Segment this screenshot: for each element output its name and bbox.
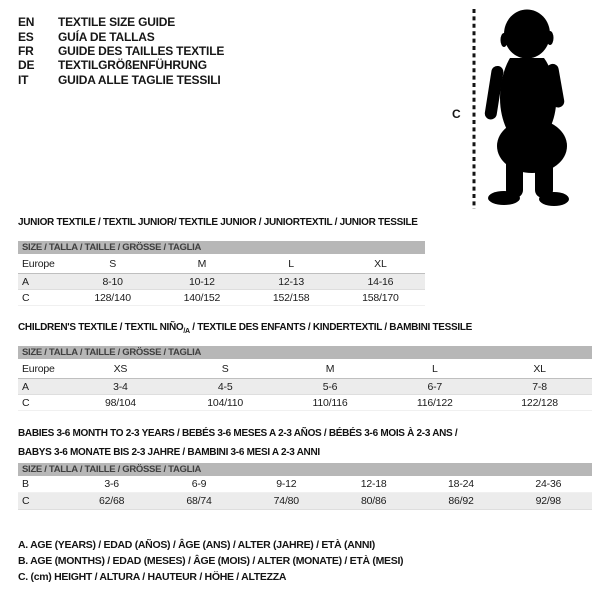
table-cell: 6-9 [191, 478, 207, 490]
language-label: GUIDE DES TAILLES TEXTILE [58, 43, 225, 58]
table-title-junior: JUNIOR TEXTILE / TEXTIL JUNIOR/ TEXTILE JUNIOR / JUNIORTEXTIL / JUNIOR TESSILE [18, 217, 418, 228]
legend-line-c: C. (cm) HEIGHT / ALTURA / HAUTEUR / HÖHE / ALTEZZA [18, 571, 287, 584]
language-row [18, 15, 224, 29]
table-cell: 3-6 [104, 478, 119, 490]
language-row [18, 29, 224, 43]
height-figure [440, 6, 590, 212]
language-code: ES [18, 29, 34, 44]
title-text: CHILDREN'S TEXTILE / TEXTIL NIÑO [18, 322, 184, 333]
title-text: / TEXTILE DES ENFANTS / KINDERTEXTIL / BAMBINI TESSILE [189, 322, 473, 333]
table-cell: S [221, 362, 229, 375]
title-subscript: /A [183, 328, 190, 335]
legend-line-a: A. AGE (YEARS) / EDAD (AÑOS) / ÂGE (ANS) / ALTER (JAHRE) / ETÀ (ANNI) [18, 539, 375, 551]
table-row [18, 254, 425, 274]
table-cell: XL [374, 257, 387, 270]
table-row [18, 274, 425, 290]
language-label: TEXTILE SIZE GUIDE [58, 15, 176, 30]
table-cell: 104/110 [207, 396, 244, 409]
row-label: B [22, 478, 29, 490]
language-label: GUÍA DE TALLAS [58, 29, 155, 44]
table-cell: 74/80 [273, 495, 299, 507]
table-cell: 7-8 [532, 380, 547, 393]
toddler-silhouette-icon [484, 8, 576, 208]
table-cell: L [288, 257, 294, 270]
legend-line-b: B. AGE (MONTHS) / EDAD (MESES) / ÂGE (MOIS) / ALTER (MONATE) / ETÀ (MESI) [18, 555, 404, 568]
table-cell: 24-36 [535, 478, 562, 490]
table-cell: 80/86 [361, 495, 387, 507]
table-cell: 18-24 [448, 478, 474, 490]
table-title-children [18, 321, 588, 338]
table-cell: 122/128 [521, 396, 558, 409]
language-code: EN [18, 15, 35, 30]
row-label: C [22, 291, 30, 304]
table-cell: 10-12 [188, 275, 215, 288]
table-cell: 14-16 [367, 275, 394, 288]
table-cell: S [109, 257, 117, 270]
size-band: SIZE / TALLA / TAILLE / GRÖSSE / TAGLIA [18, 463, 592, 476]
table-row [18, 290, 425, 306]
language-code: DE [18, 58, 35, 73]
language-list [18, 15, 224, 87]
size-band: SIZE / TALLA / TAILLE / GRÖSSE / TAGLIA [18, 346, 592, 359]
table-cell: M [325, 362, 335, 375]
table-cell: 12-13 [278, 275, 305, 288]
table-cell: 4-5 [217, 380, 233, 393]
table-cell: 9-12 [276, 478, 297, 490]
table-cell: L [431, 362, 438, 375]
table-cell: 62/68 [99, 495, 125, 507]
language-label: GUIDA ALLE TAGLIE TESSILI [58, 72, 221, 87]
row-label: A [22, 275, 29, 288]
table-cell: 116/122 [416, 396, 453, 409]
row-label: Europe [22, 362, 55, 375]
row-label: C [22, 495, 30, 507]
title-line: BABIES 3-6 MONTH TO 2-3 YEARS / BEBÉS 3-6 MESES A 2-3 AÑOS / BÉBÉS 3-6 MOIS À 2-3 ANS / [18, 428, 458, 439]
row-label: Europe [22, 257, 55, 270]
table-cell: 152/158 [272, 291, 310, 304]
table-row [18, 379, 592, 395]
table-cell: 86/92 [448, 495, 474, 507]
language-label: TEXTILGRÖßENFÜHRUNG [58, 58, 207, 73]
table-cell: 140/152 [183, 291, 221, 304]
table-title-babies [18, 424, 588, 462]
table-cell: 8-10 [102, 275, 123, 288]
table-cell: 128/140 [94, 291, 131, 304]
table-cell: 5-6 [322, 380, 338, 393]
table-cell: 68/74 [186, 495, 212, 507]
table-cell: 92/98 [535, 495, 561, 507]
size-table-junior [18, 241, 425, 306]
row-label: A [22, 380, 29, 393]
table-cell: 98/104 [104, 396, 136, 409]
table-cell: 158/170 [362, 291, 399, 304]
table-cell: 110/116 [312, 396, 348, 409]
table-row [18, 359, 592, 379]
legend [18, 537, 588, 586]
language-row [18, 58, 224, 72]
table-row [18, 395, 592, 411]
title-line: BABYS 3-6 MONATE BIS 2-3 JAHRE / BAMBINI 3-6 MESI A 2-3 ANNI [18, 447, 320, 458]
table-cell: M [197, 257, 207, 270]
table-cell: 12-18 [360, 478, 387, 490]
language-row [18, 44, 224, 58]
table-cell: 3-4 [113, 380, 128, 393]
size-band: SIZE / TALLA / TAILLE / GRÖSSE / TAGLIA [18, 241, 425, 254]
height-measure-line [471, 9, 477, 209]
table-row [18, 493, 592, 510]
table-cell: XL [533, 362, 546, 375]
height-measure-label: C [452, 107, 461, 121]
language-code: FR [18, 43, 34, 58]
table-row [18, 476, 592, 493]
size-table-children [18, 346, 592, 411]
table-cell: 6-7 [427, 380, 443, 393]
row-label: C [22, 396, 30, 409]
language-code: IT [18, 72, 29, 87]
table-cell: XS [113, 362, 128, 375]
language-row [18, 73, 224, 87]
size-table-babies [18, 463, 592, 510]
